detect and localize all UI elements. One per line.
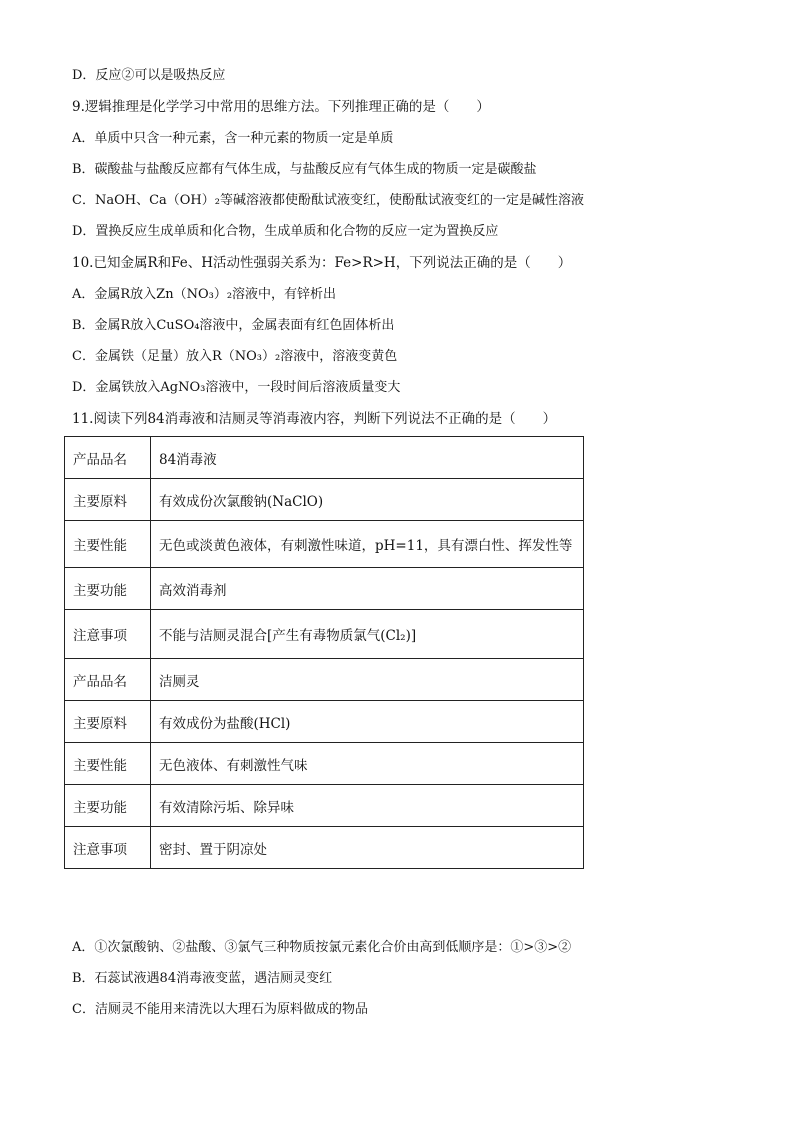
table-value-cell: 84消毒液 <box>151 437 584 479</box>
q8-option-d: D．反应②可以是吸热反应 <box>72 68 226 83</box>
q9-option-a: A．单质中只含一种元素，含一种元素的物质一定是单质 <box>72 131 394 146</box>
q10-option-b: B．金属R放入CuSO₄溶液中，金属表面有红色固体析出 <box>72 318 395 333</box>
product-info-table <box>64 436 584 869</box>
table-key-cell: 主要原料 <box>65 701 151 743</box>
table-row <box>65 701 584 743</box>
table-key-cell: 主要功能 <box>65 785 151 827</box>
table-value-cell: 无色或淡黄色液体，有刺激性味道，pH=11，具有漂白性、挥发性等 <box>151 521 584 568</box>
table-key-cell: 主要性能 <box>65 743 151 785</box>
table-key-cell: 产品品名 <box>65 659 151 701</box>
q9-stem: 9.逻辑推理是化学学习中常用的思维方法。下列推理正确的是（ ） <box>72 99 490 115</box>
table-row <box>65 743 584 785</box>
table-value-cell: 洁厕灵 <box>151 659 584 701</box>
table-key-cell: 注意事项 <box>65 827 151 869</box>
table-key-cell: 产品品名 <box>65 437 151 479</box>
table-value-cell: 有效成份为盐酸(HCl) <box>151 701 584 743</box>
table-row <box>65 479 584 521</box>
q9-option-b: B．碳酸盐与盐酸反应都有气体生成，与盐酸反应有气体生成的物质一定是碳酸盐 <box>72 162 537 177</box>
table-row <box>65 785 584 827</box>
table-key-cell: 注意事项 <box>65 610 151 659</box>
q9-option-d: D．置换反应生成单质和化合物，生成单质和化合物的反应一定为置换反应 <box>72 224 499 239</box>
table-key-cell: 主要功能 <box>65 568 151 610</box>
q11-option-b: B．石蕊试液遇84消毒液变蓝，遇洁厕灵变红 <box>72 971 333 986</box>
table-row <box>65 659 584 701</box>
table-value-cell: 有效成份次氯酸钠(NaClO) <box>151 479 584 521</box>
q10-option-a: A．金属R放入Zn（NO₃）₂溶液中，有锌析出 <box>72 287 337 302</box>
q10-stem: 10.已知金属R和Fe、H活动性强弱关系为：Fe>R>H，下列说法正确的是（ ） <box>72 255 572 271</box>
q10-option-c: C．金属铁（足量）放入R（NO₃）₂溶液中，溶液变黄色 <box>72 349 398 364</box>
table-value-cell: 不能与洁厕灵混合[产生有毒物质氯气(Cl₂)] <box>151 610 584 659</box>
table-value-cell: 无色液体、有刺激性气味 <box>151 743 584 785</box>
table-value-cell: 有效清除污垢、除异味 <box>151 785 584 827</box>
table-value-cell: 密封、置于阴凉处 <box>151 827 584 869</box>
table-row <box>65 437 584 479</box>
table-key-cell: 主要性能 <box>65 521 151 568</box>
table-row <box>65 610 584 659</box>
table-row <box>65 521 584 568</box>
q10-option-d: D．金属铁放入AgNO₃溶液中，一段时间后溶液质量变大 <box>72 380 401 395</box>
table-key-cell: 主要原料 <box>65 479 151 521</box>
q11-option-a: A．①次氯酸钠、②盐酸、③氯气三种物质按氯元素化合价由高到低顺序是：①>③>② <box>72 940 572 955</box>
q11-option-c: C．洁厕灵不能用来清洗以大理石为原料做成的物品 <box>72 1002 368 1017</box>
table-row <box>65 827 584 869</box>
q9-option-c: C．NaOH、Ca（OH）₂等碱溶液都使酚酞试液变红，使酚酞试液变红的一定是碱性溶液 <box>72 193 584 208</box>
q11-stem: 11.阅读下列84消毒液和洁厕灵等消毒液内容，判断下列说法不正确的是（ ） <box>72 411 557 427</box>
table-value-cell: 高效消毒剂 <box>151 568 584 610</box>
table-row <box>65 568 584 610</box>
